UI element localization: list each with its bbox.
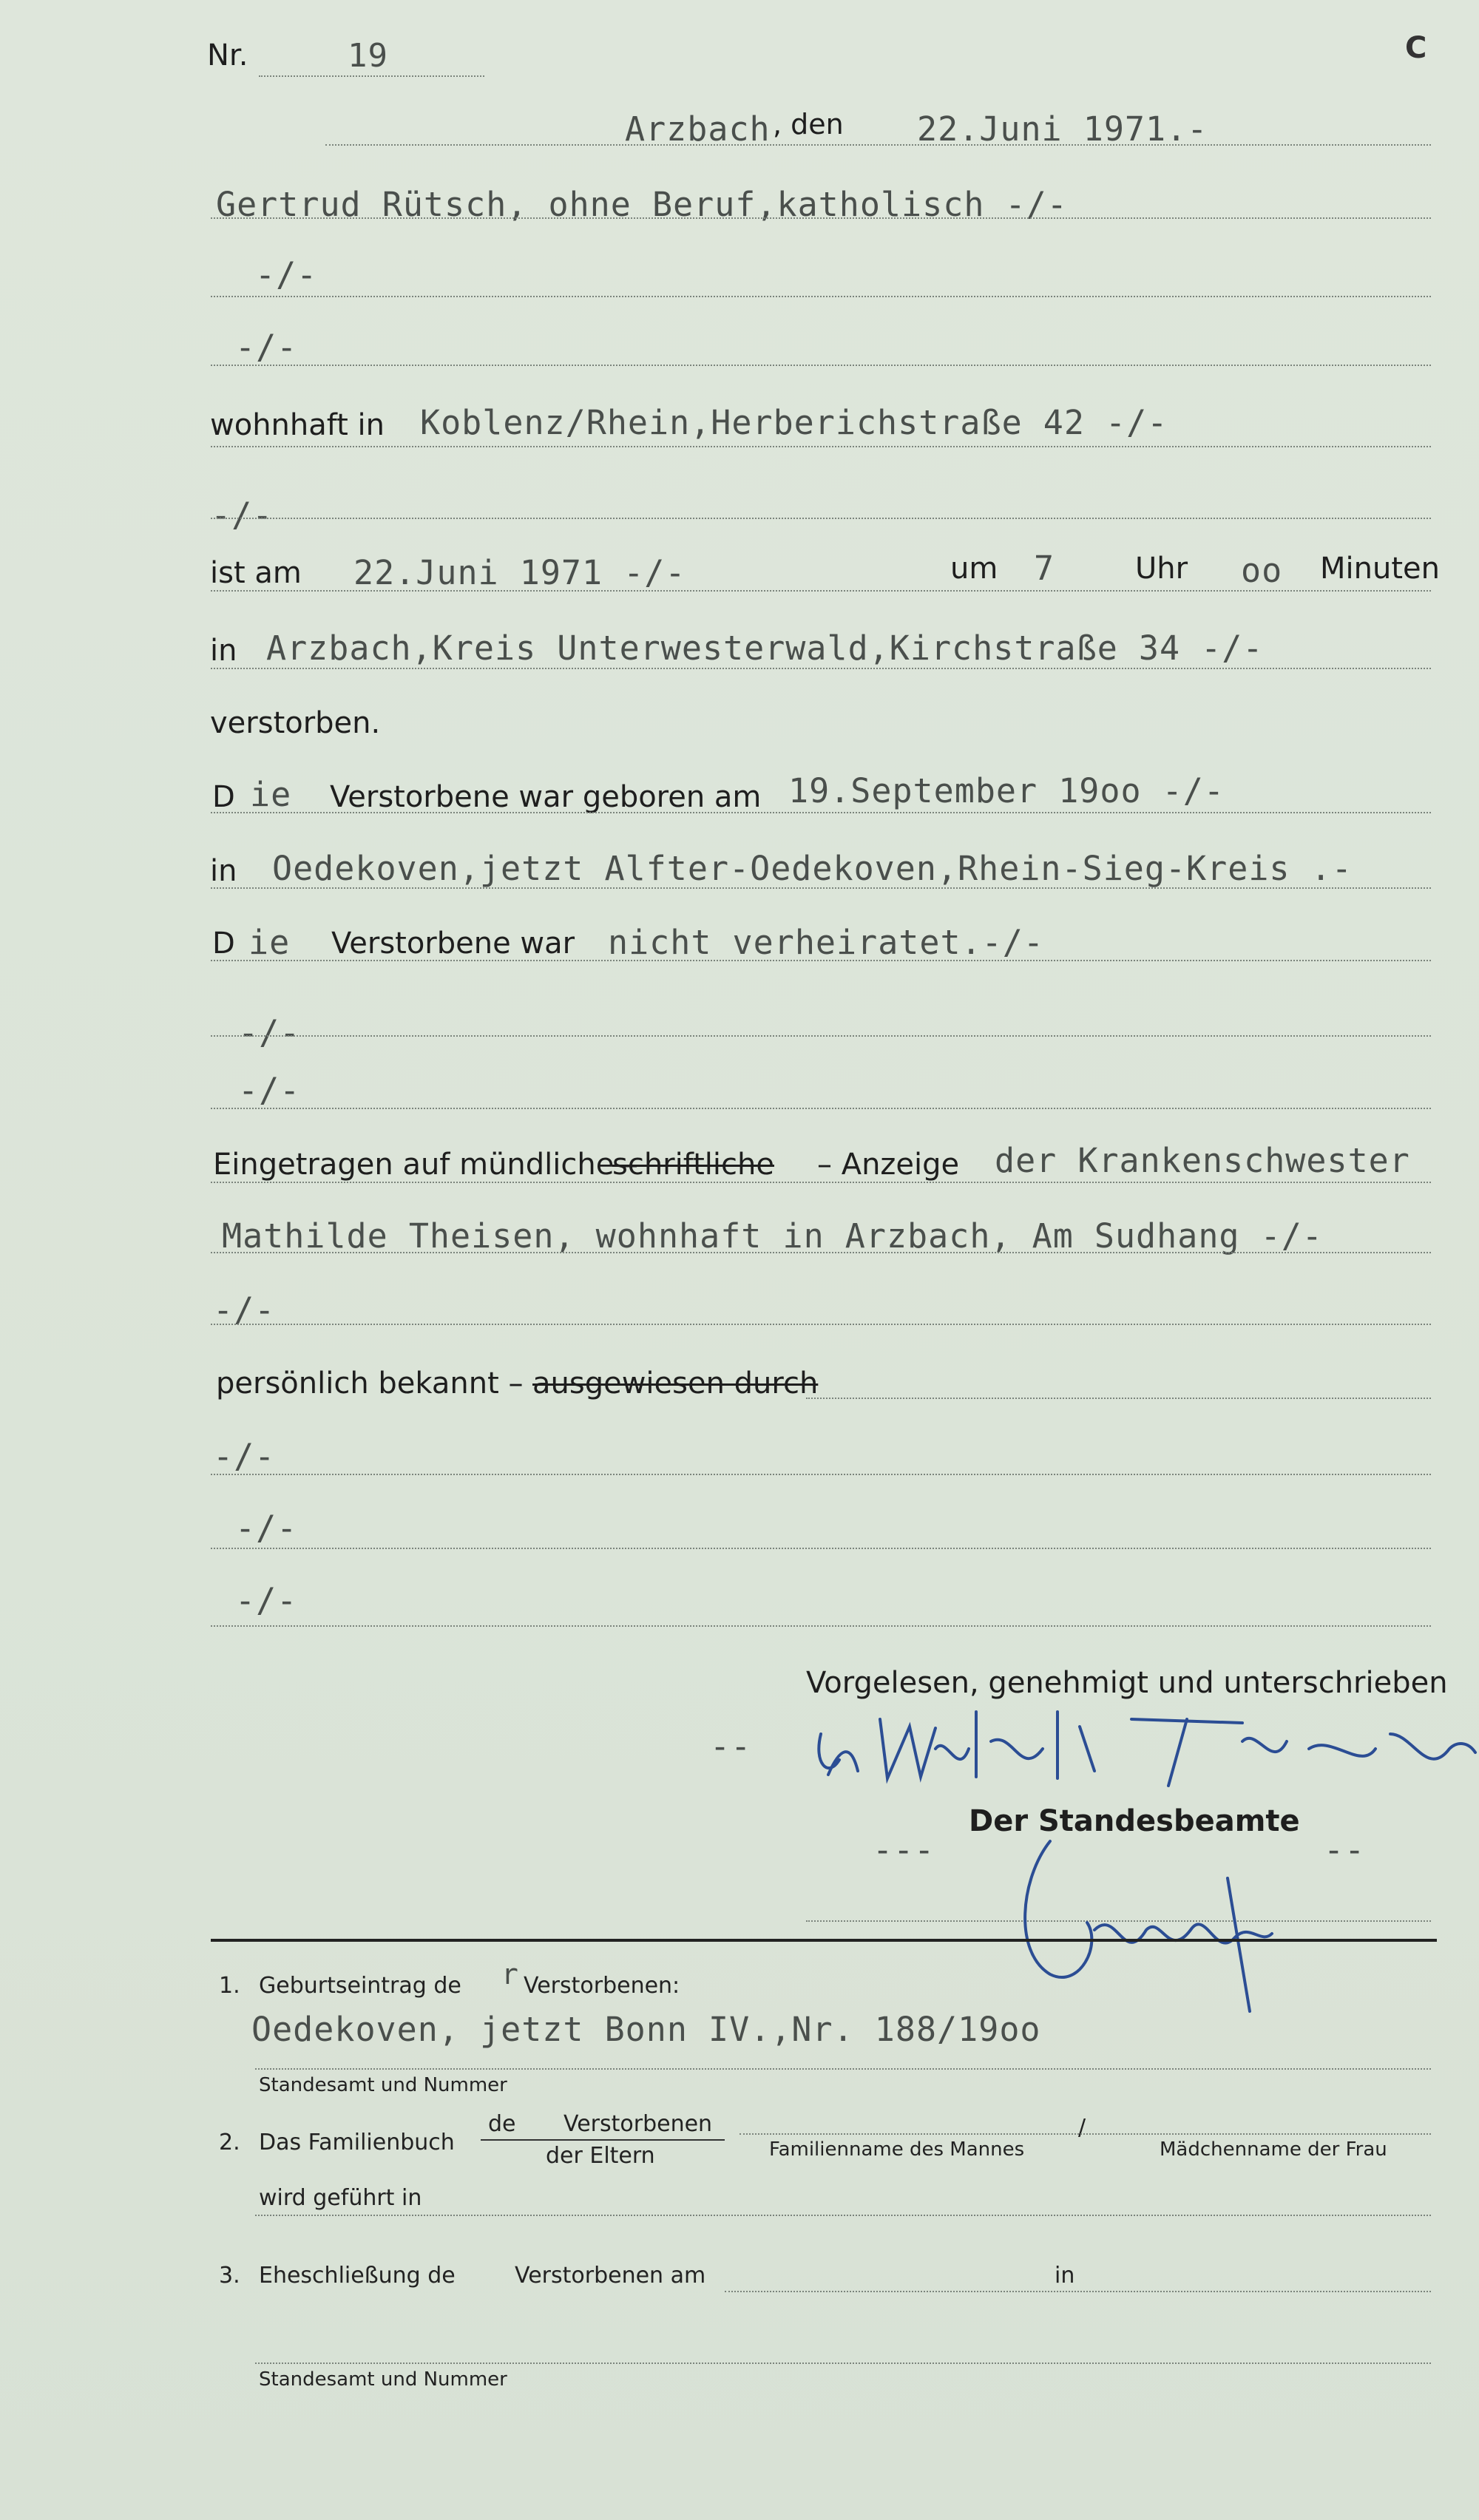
ruled-line <box>211 887 1431 889</box>
deceased-identity: Gertrud Rütsch, ohne Beruf,katholisch -/- <box>216 185 1068 224</box>
marital-d-suffix: ie <box>248 923 291 962</box>
note3-in: in <box>1055 2263 1075 2289</box>
filler-dash: -/- <box>213 1437 276 1476</box>
note1-number: 1. <box>219 1973 240 1999</box>
birth-d-suffix: ie <box>250 775 292 814</box>
filler-dash: -/- <box>238 1071 301 1110</box>
ruled-line <box>211 668 1431 669</box>
ruled-line <box>211 217 1431 219</box>
note2-option-parents: der Eltern <box>546 2143 655 2169</box>
note2-slash: / <box>1078 2115 1086 2141</box>
residence-value: Koblenz/Rhein,Herberichstraße 42 -/- <box>420 403 1168 442</box>
known-struck-option: ausgewiesen durch <box>532 1366 819 1400</box>
ruled-line <box>211 1182 1431 1183</box>
ruled-line <box>725 2291 1431 2292</box>
note1-label2: Verstorbenen: <box>524 1973 680 1999</box>
death-date: 22.Juni 1971 -/- <box>353 553 686 592</box>
birth-label: Verstorbene war geboren am <box>330 780 762 814</box>
death-minutes: oo <box>1241 551 1283 590</box>
note1-caption: Standesamt und Nummer <box>259 2074 507 2096</box>
date-line <box>325 144 1431 146</box>
place-of-record: Arzbach <box>625 109 771 149</box>
marital-label: Verstorbene war <box>331 927 575 961</box>
ruled-line <box>211 960 1431 961</box>
birth-d-prefix: D <box>212 780 235 814</box>
death-place: Arzbach,Kreis Unterwesterwald,Kirchstraße 34 -/- <box>266 629 1264 668</box>
informant-role: der Krankenschwester <box>995 1141 1410 1180</box>
birth-date: 19.September 19oo -/- <box>788 771 1225 810</box>
ruled-line <box>211 590 1431 592</box>
um-label: um <box>950 552 998 586</box>
note2-fraction-line <box>481 2139 725 2141</box>
note3-label: Eheschließung de <box>259 2263 456 2289</box>
verstorben-label: verstorben. <box>210 706 381 740</box>
ruled-line <box>211 812 1431 813</box>
official-title: Der Standesbeamte <box>969 1804 1300 1838</box>
filler-dash: -/- <box>213 1290 276 1330</box>
note2-option-deceased: Verstorbenen <box>563 2111 713 2137</box>
registration-prefix: Eingetragen auf mündliche – <box>213 1148 639 1182</box>
death-hour: 7 <box>1034 549 1055 588</box>
known-prefix: persönlich bekannt – <box>216 1366 524 1400</box>
ruled-line <box>211 1474 1431 1475</box>
filler-dash: -/- <box>235 328 298 367</box>
ruled-line <box>255 2068 1431 2070</box>
note2-label: Das Familienbuch <box>259 2130 455 2155</box>
nr-line <box>259 75 484 77</box>
death-in-label: in <box>210 634 237 668</box>
ruled-line <box>211 1252 1431 1253</box>
official-signature-stroke <box>1025 1841 1272 2011</box>
dashes-a: --- <box>873 1830 935 1869</box>
note2-wife-caption: Mädchenname der Frau <box>1160 2138 1387 2161</box>
ruled-line <box>211 365 1431 366</box>
residence-label: wohnhaft in <box>210 408 385 442</box>
registration-suffix: – Anzeige <box>817 1148 960 1182</box>
ruled-line <box>211 296 1431 297</box>
marital-status: nicht verheiratet.-/- <box>608 923 1044 962</box>
uhr-label: Uhr <box>1135 552 1188 586</box>
filler-dash: -/- <box>211 495 274 535</box>
note2-de: de <box>488 2111 516 2137</box>
note3-number: 3. <box>219 2263 240 2289</box>
note1-label: Geburtseintrag de <box>259 1973 461 1999</box>
note3-label2: Verstorbenen am <box>515 2263 706 2289</box>
ist-am-label: ist am <box>210 556 302 590</box>
ruled-line <box>211 518 1431 519</box>
note2-kept-in: wird geführt in <box>259 2185 422 2211</box>
minuten-label: Minuten <box>1320 552 1440 586</box>
ruled-line <box>211 446 1431 447</box>
record-date: 22.Juni 1971.- <box>917 109 1208 149</box>
ruled-line <box>211 1324 1431 1325</box>
read-approved-signed: Vorgelesen, genehmigt und unterschrieben <box>806 1666 1448 1700</box>
ruled-line <box>806 1398 1431 1399</box>
nr-label: Nr. <box>207 38 248 72</box>
note2-number: 2. <box>219 2130 240 2155</box>
ruled-line <box>211 1548 1431 1549</box>
official-signature <box>1006 1834 1316 2026</box>
dashes-b: -- <box>1324 1830 1366 1869</box>
informant-name-address: Mathilde Theisen, wohnhaft in Arzbach, Am Sudhang -/- <box>222 1216 1323 1256</box>
corner-mark: C <box>1405 31 1427 65</box>
dashes-left: -- <box>710 1727 752 1766</box>
ruled-line <box>211 1035 1431 1037</box>
ruled-line <box>255 2362 1431 2364</box>
filler-dash: -/- <box>235 1581 298 1620</box>
notes-separator <box>211 1939 1437 1942</box>
filler-dash: -/- <box>255 255 318 294</box>
note2-husband-caption: Familienname des Mannes <box>769 2138 1025 2161</box>
marital-d-prefix: D <box>212 927 235 961</box>
den-label: , den <box>773 108 844 140</box>
birth-in-label: in <box>210 854 237 888</box>
filler-dash: -/- <box>235 1508 298 1548</box>
birth-place: Oedekoven,jetzt Alfter-Oedekoven,Rhein-Sieg-Kreis .- <box>272 849 1353 888</box>
note3-caption: Standesamt und Nummer <box>259 2368 507 2391</box>
informant-signature <box>799 1690 1479 1801</box>
registration-struck-option: schriftliche <box>612 1148 774 1182</box>
note1-superscript: r <box>501 1958 519 1991</box>
ruled-line <box>211 1108 1431 1109</box>
ruled-line <box>740 2133 1431 2135</box>
ruled-line <box>255 2215 1431 2216</box>
filler-dash: -/- <box>238 1013 301 1052</box>
informant-signature-stroke <box>819 1712 1475 1786</box>
nr-value: 19 <box>348 37 388 75</box>
ruled-line <box>211 1625 1431 1627</box>
note1-value: Oedekoven, jetzt Bonn IV.,Nr. 188/19oo <box>251 2010 1041 2049</box>
